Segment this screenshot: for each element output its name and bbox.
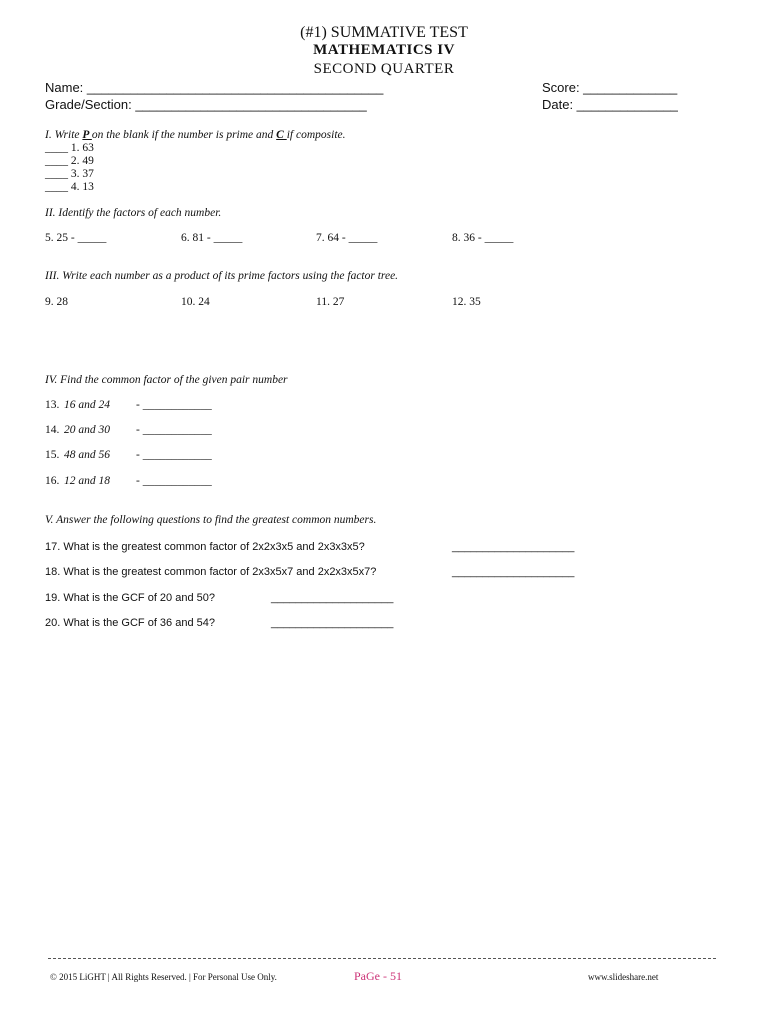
grade-section-field: Grade/Section: ________________________________	[45, 97, 367, 112]
number-pair: 48 and 56	[64, 449, 110, 461]
answer-blank: ____________________	[452, 566, 575, 578]
prime-marker: P	[82, 129, 92, 141]
footer-divider	[48, 958, 716, 959]
part1-instruction	[45, 129, 346, 141]
list-item: 10. 24	[181, 296, 210, 308]
part3-instruction: III. Write each number as a product of its prime factors using the factor tree.	[45, 270, 399, 282]
list-item: 12. 35	[452, 296, 481, 308]
date-field: Date: ______________	[542, 97, 678, 112]
subject-title: MATHEMATICS IV	[313, 42, 455, 58]
question-number: 16.	[45, 475, 60, 487]
question-text: 18. What is the greatest common factor of 2x3x5x7 and 2x2x3x5x7?	[45, 566, 377, 578]
part1-instr-a: I. Write	[45, 129, 83, 141]
part1-instr-b: on the blank if the number is prime and	[91, 129, 277, 141]
part5-instruction: V. Answer the following questions to find the greatest common numbers.	[45, 514, 377, 526]
part1-instr-d: if composite.	[286, 129, 346, 141]
answer-blank: - ____________	[136, 449, 212, 461]
question-text: 17. What is the greatest common factor of 2x2x3x5 and 2x3x3x5?	[45, 541, 365, 553]
question-number: 15.	[45, 449, 60, 461]
question-text: 19. What is the GCF of 20 and 50?	[45, 592, 215, 604]
question-number: 14.	[45, 424, 60, 436]
list-item: ____ 4. 13	[45, 181, 94, 193]
list-item: ____ 1. 63	[45, 142, 94, 154]
answer-blank: ____________________	[271, 617, 394, 629]
answer-blank: ____________________	[271, 592, 394, 604]
list-item: 11. 27	[316, 296, 345, 308]
part4-instruction: IV. Find the common factor of the given pair number	[45, 374, 288, 386]
question-number: 13.	[45, 399, 60, 411]
site-url: www.slideshare.net	[588, 972, 659, 982]
list-item: 8. 36 - _____	[452, 232, 514, 244]
list-item: 6. 81 - _____	[181, 232, 243, 244]
answer-blank: - ____________	[136, 475, 212, 487]
list-item: 5. 25 - _____	[45, 232, 107, 244]
number-pair: 20 and 30	[64, 424, 110, 436]
answer-blank: ____________________	[452, 541, 575, 553]
part2-instruction: II. Identify the factors of each number.	[45, 207, 222, 219]
page-number: PaGe - 51	[354, 969, 402, 983]
quarter-title: SECOND QUARTER	[313, 61, 455, 77]
list-item: ____ 3. 37	[45, 168, 94, 180]
question-text: 20. What is the GCF of 36 and 54?	[45, 617, 215, 629]
answer-blank: - ____________	[136, 399, 212, 411]
list-item: ____ 2. 49	[45, 155, 94, 167]
test-title: (#1) SUMMATIVE TEST	[300, 24, 468, 41]
score-field: Score: _____________	[542, 80, 678, 95]
answer-blank: - ____________	[136, 424, 212, 436]
list-item: 9. 28	[45, 296, 68, 308]
list-item: 7. 64 - _____	[316, 232, 378, 244]
number-pair: 16 and 24	[64, 399, 110, 411]
number-pair: 12 and 18	[64, 475, 110, 487]
name-field: Name: _________________________________________	[45, 80, 384, 95]
copyright-text: © 2015 LiGHT | All Rights Reserved. | For Personal Use Only.	[50, 972, 277, 982]
composite-marker: C	[276, 129, 287, 141]
